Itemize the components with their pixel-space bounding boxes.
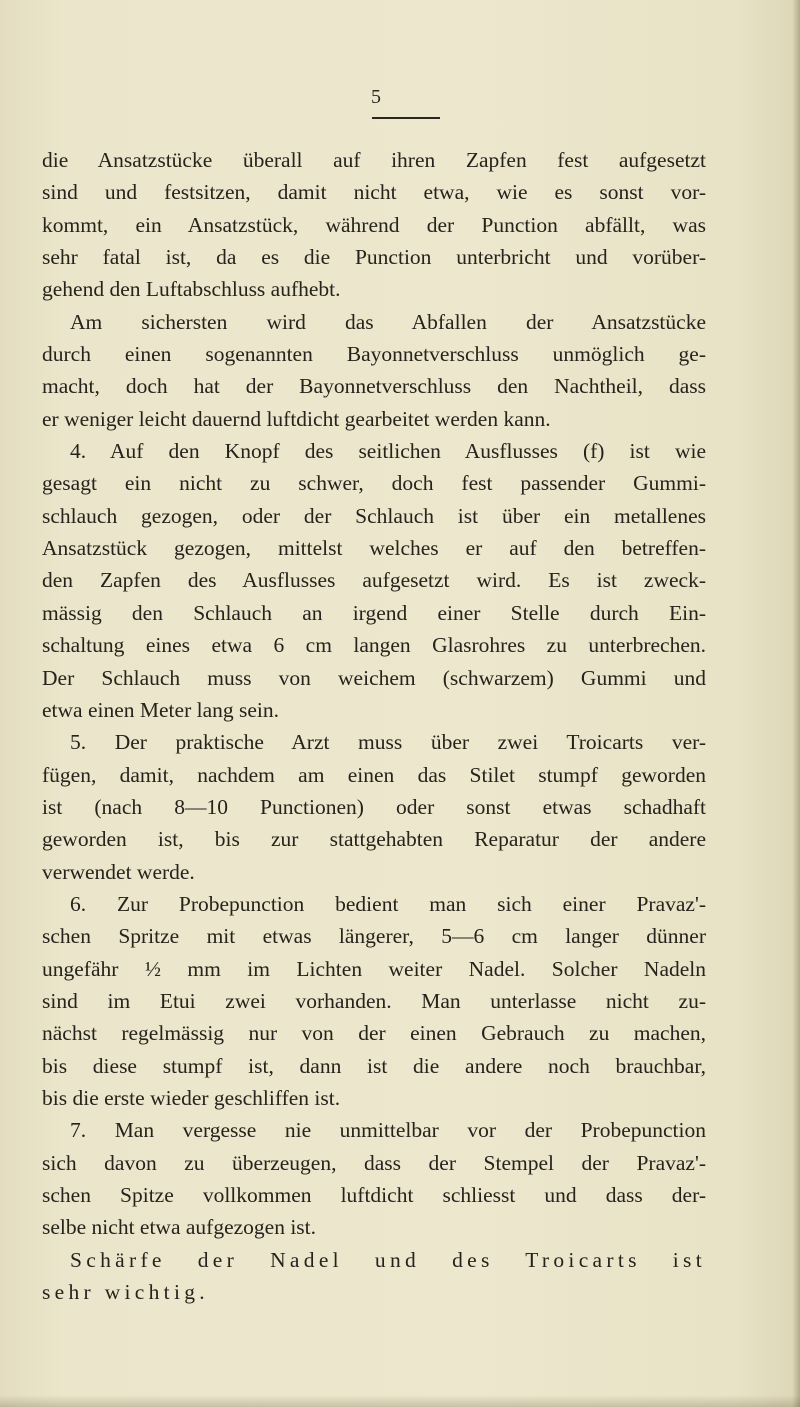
bottom-edge-shadow [0, 1395, 800, 1407]
text-line: 6. Zur Probepunction bedient man sich einer Pravaz'- [70, 891, 706, 916]
text-line: kommt, ein Ansatzstück, während der Punction abfällt, was [42, 212, 706, 237]
text-line: 5. Der praktische Arzt muss über zwei Troicarts ver- [70, 730, 706, 755]
text-line: verwendet werde. [42, 859, 195, 884]
text-line: schen Spritze mit etwas längerer, 5—6 cm langer dünner [42, 924, 706, 949]
text-line: geworden ist, bis zur stattgehabten Reparatur der andere [42, 827, 706, 852]
text-line: die Ansatzstücke überall auf ihren Zapfen fest aufgesetzt [42, 148, 706, 172]
text-line: fügen, damit, nachdem am einen das Stilet stumpf geworden [42, 762, 706, 787]
text-line: sind im Etui zwei vorhanden. Man unterlasse nicht zu- [42, 988, 706, 1013]
text-line: Ansatzstück gezogen, mittelst welches er auf den betreffen- [42, 536, 706, 561]
text-line: sehr fatal ist, da es die Punction unterbricht und vorüber- [42, 245, 706, 270]
text-line: bis die erste wieder geschliffen ist. [42, 1085, 341, 1110]
text-line: durch einen sogenannten Bayonnetverschluss unmöglich ge- [42, 342, 706, 367]
text-line: er weniger leicht dauernd luftdicht gearbeitet werden kann. [42, 406, 551, 431]
emphasized-line: Schärfe der Nadel und des Troicarts ist [70, 1247, 706, 1272]
text-line: ist (nach 8—10 Punctionen) oder sonst etwas schadhaft [42, 794, 706, 819]
text-line: sind und festsitzen, damit nicht etwa, wie es sonst vor- [42, 180, 706, 205]
page-number: 5 [371, 86, 381, 108]
body-text [42, 144, 706, 1308]
text-line: etwa einen Meter lang sein. [42, 697, 280, 722]
text-line: schlauch gezogen, oder der Schlauch ist über ein metallenes [42, 503, 706, 528]
text-line: schaltung eines etwa 6 cm langen Glasrohres zu unterbrechen. [42, 633, 706, 658]
text-line: 7. Man vergesse nie unmittelbar vor der Probepunction [70, 1118, 706, 1143]
text-line: Am sichersten wird das Abfallen der Ansatzstücke [70, 309, 706, 334]
text-line: den Zapfen des Ausflusses aufgesetzt wird. Es ist zweck- [42, 568, 706, 593]
page-edge-shadow [792, 0, 800, 1407]
emphasized-line: sehr wichtig. [42, 1280, 209, 1305]
text-line: ungefähr ½ mm im Lichten weiter Nadel. Solcher Nadeln [42, 956, 706, 981]
text-line: Der Schlauch muss von weichem (schwarzem) Gummi und [42, 665, 706, 690]
text-line: 4. Auf den Knopf des seitlichen Ausflusses (f) ist wie [70, 439, 706, 464]
text-line: mässig den Schlauch an irgend einer Stelle durch Ein- [42, 600, 706, 625]
text-line: gesagt ein nicht zu schwer, doch fest passender Gummi- [42, 471, 706, 496]
text-line: nächst regelmässig nur von der einen Gebrauch zu machen, [42, 1021, 706, 1046]
text-line: selbe nicht etwa aufgezogen ist. [42, 1215, 317, 1240]
text-line: schen Spitze vollkommen luftdicht schliesst und dass der- [42, 1183, 706, 1207]
text-line: sich davon zu überzeugen, dass der Stempel der Pravaz'- [42, 1150, 706, 1175]
page-number-rule [372, 117, 440, 119]
text-line: gehend den Luftabschluss aufhebt. [42, 277, 341, 302]
text-line: bis diese stumpf ist, dann ist die andere noch brauchbar, [42, 1053, 706, 1078]
text-line: macht, doch hat der Bayonnetverschluss den Nachtheil, dass [42, 374, 706, 399]
